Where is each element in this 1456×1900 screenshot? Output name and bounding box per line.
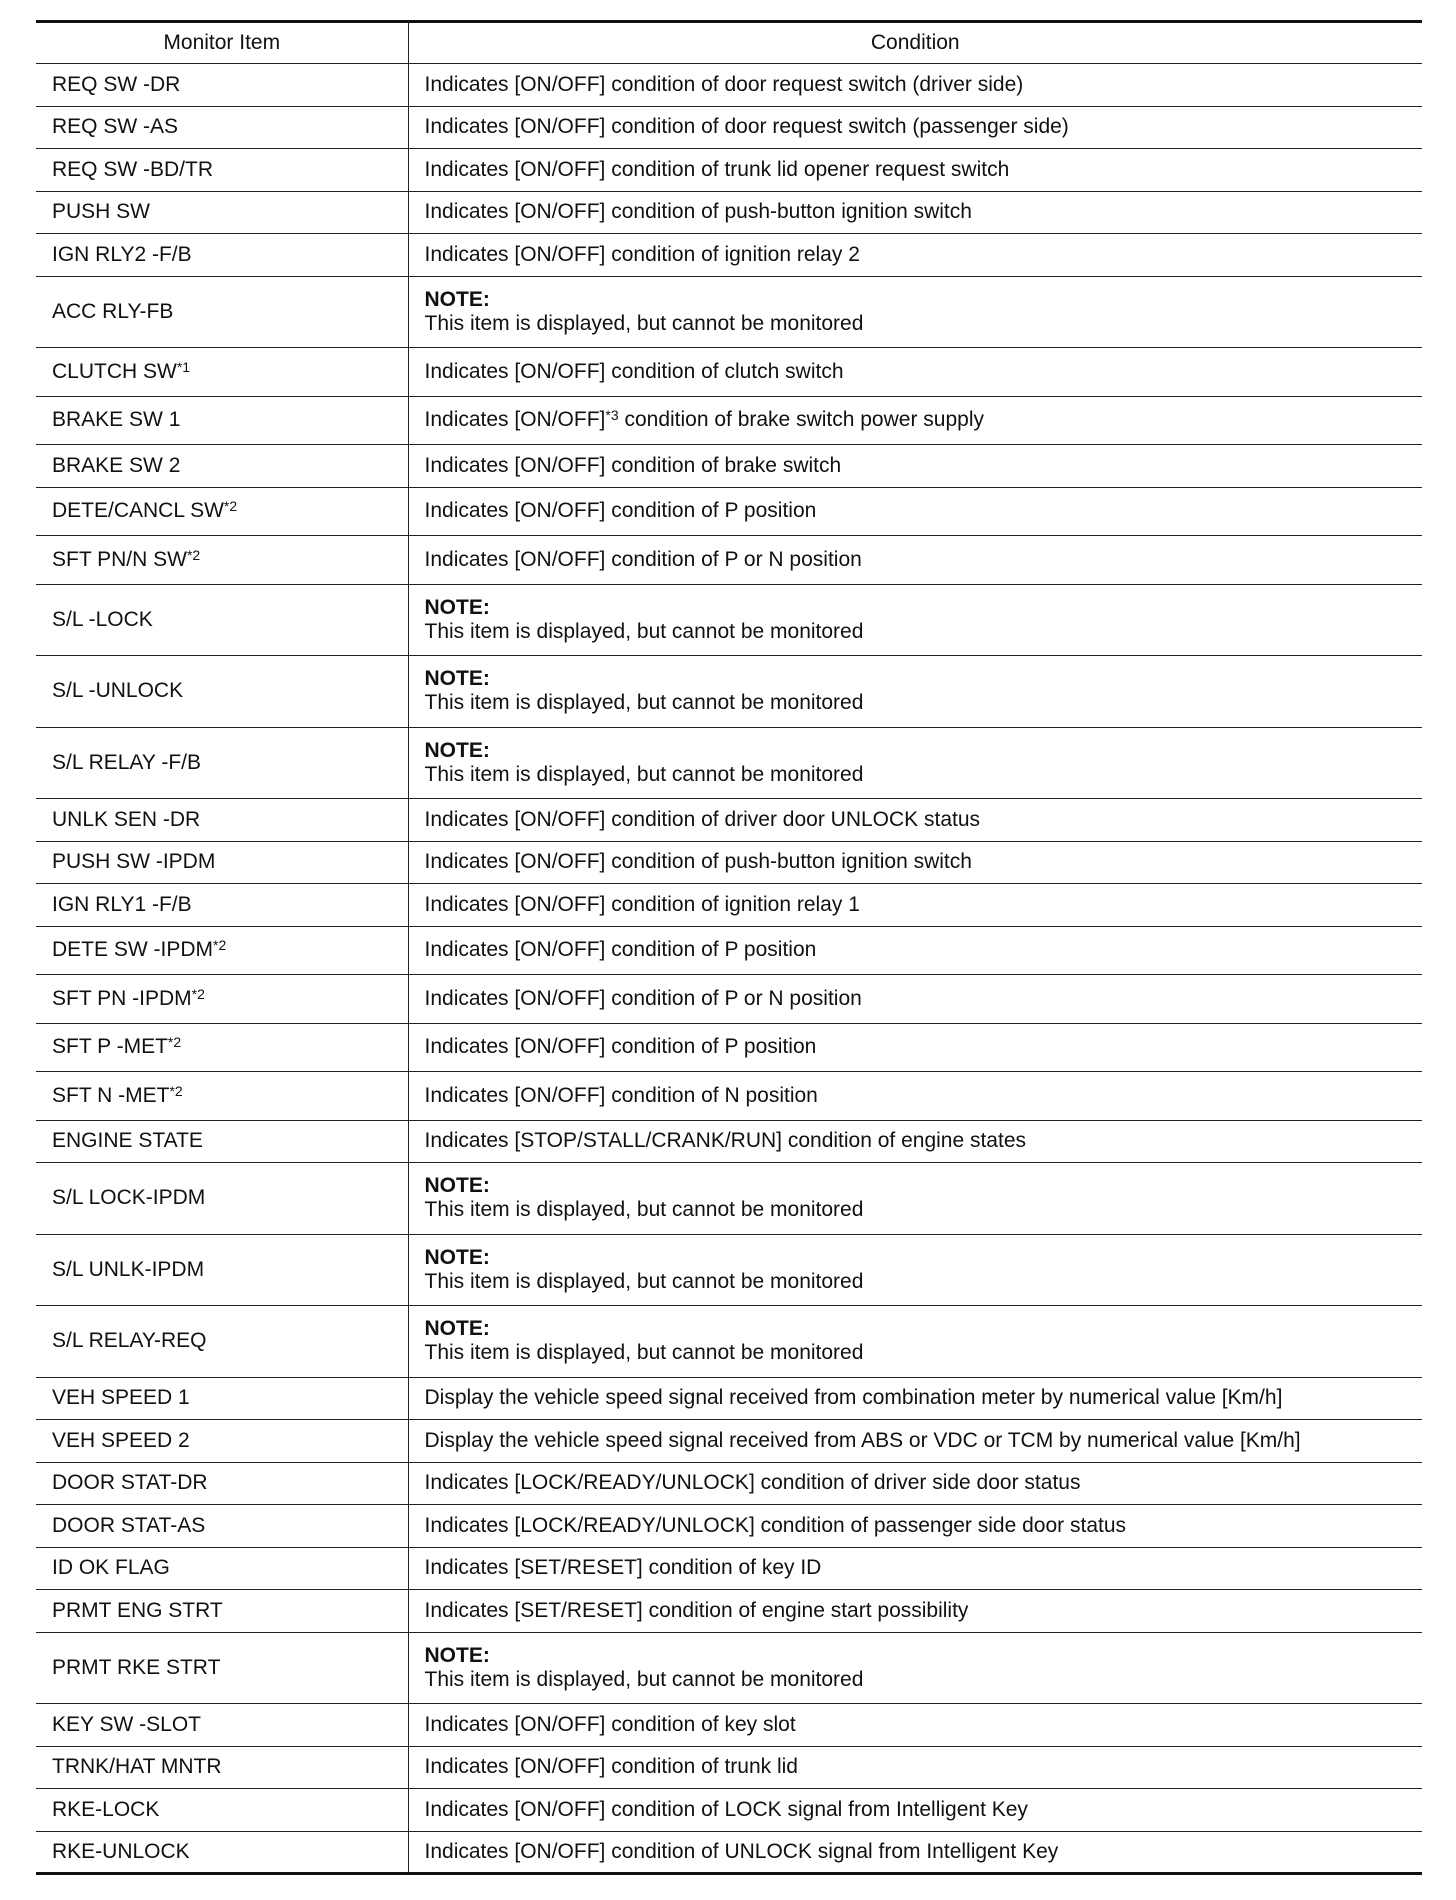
condition-text: Display the vehicle speed signal received from ABS or VDC or TCM by numerical value [Km/h] <box>424 1428 1301 1452</box>
condition-cell <box>408 234 1422 277</box>
monitor-item-cell <box>36 1234 408 1306</box>
condition-cell <box>408 348 1422 397</box>
monitor-item-cell <box>36 656 408 728</box>
monitor-item-name: S/L -LOCK <box>52 607 153 631</box>
monitor-item-table <box>36 20 1422 1875</box>
table-row <box>36 1120 1422 1163</box>
monitor-item-name: PUSH SW <box>52 200 151 224</box>
condition-cell <box>408 1072 1422 1121</box>
condition-text: Indicates [ON/OFF] condition of driver door UNLOCK status <box>424 807 981 831</box>
monitor-item-cell <box>36 1547 408 1590</box>
monitor-item-cell <box>36 1746 408 1789</box>
table-row <box>36 884 1422 927</box>
table-row <box>36 1547 1422 1590</box>
footnote-marker: *2 <box>167 1034 182 1051</box>
condition-text: Indicates [ON/OFF] condition of P position <box>424 499 817 523</box>
monitor-item-cell <box>36 234 408 277</box>
condition-text: Indicates [ON/OFF] condition of P position <box>424 938 817 962</box>
table-row <box>36 799 1422 842</box>
monitor-item-name: S/L UNLK-IPDM <box>52 1257 205 1281</box>
monitor-item-name: DETE SW -IPDM <box>52 938 213 962</box>
monitor-item-cell <box>36 1306 408 1378</box>
condition-text: Indicates [ON/OFF] condition of P or N position <box>424 986 862 1010</box>
monitor-item-name: S/L LOCK-IPDM <box>52 1186 206 1210</box>
table-row <box>36 841 1422 884</box>
note-text: This item is displayed, but cannot be monitored <box>424 1198 864 1222</box>
condition-cell <box>408 884 1422 927</box>
monitor-item-cell <box>36 1590 408 1633</box>
condition-text: Indicates [ON/OFF] condition of UNLOCK signal from Intelligent Key <box>424 1839 1059 1863</box>
condition-text: Indicates [ON/OFF] condition of door request switch (driver side) <box>424 72 1024 96</box>
monitor-item-cell <box>36 841 408 884</box>
footnote-marker: *2 <box>186 546 201 563</box>
condition-cell <box>408 1420 1422 1463</box>
monitor-item-cell <box>36 1462 408 1505</box>
monitor-item-name: ENGINE STATE <box>52 1129 203 1153</box>
monitor-item-name: REQ SW -DR <box>52 72 181 96</box>
monitor-item-name: KEY SW -SLOT <box>52 1712 201 1736</box>
monitor-item-cell <box>36 191 408 234</box>
condition-cell <box>408 1789 1422 1832</box>
monitor-item-cell <box>36 1704 408 1747</box>
condition-cell <box>408 1590 1422 1633</box>
table-row <box>36 234 1422 277</box>
table-row <box>36 1789 1422 1832</box>
condition-text: Indicates [ON/OFF] condition of brake switch <box>424 453 842 477</box>
table-row <box>36 445 1422 488</box>
monitor-item-name: ID OK FLAG <box>52 1556 170 1580</box>
monitor-item-cell <box>36 106 408 149</box>
condition-text: Indicates [ON/OFF] condition of key slot <box>424 1712 796 1736</box>
monitor-item-name: VEH SPEED 2 <box>52 1428 190 1452</box>
condition-cell <box>408 841 1422 884</box>
note-text: This item is displayed, but cannot be monitored <box>424 762 864 786</box>
table-row <box>36 1163 1422 1235</box>
monitor-item-name: PRMT ENG STRT <box>52 1598 223 1622</box>
condition-text: Indicates [ON/OFF] <box>424 408 606 432</box>
table-row <box>36 1072 1422 1121</box>
condition-text: Indicates [LOCK/READY/UNLOCK] condition of passenger side door status <box>424 1513 1127 1537</box>
condition-text: Indicates [ON/OFF] condition of trunk lid opener request switch <box>424 157 1010 181</box>
condition-cell <box>408 1462 1422 1505</box>
table-row <box>36 584 1422 656</box>
condition-cell <box>408 149 1422 192</box>
table-header-row <box>36 22 1422 64</box>
table-row <box>36 1505 1422 1548</box>
monitor-item-name: REQ SW -AS <box>52 115 179 139</box>
monitor-item-cell <box>36 149 408 192</box>
condition-text: Display the vehicle speed signal received from combination meter by numerical value [Km/h] <box>424 1386 1283 1410</box>
table-row <box>36 536 1422 585</box>
monitor-item-name: RKE-LOCK <box>52 1797 160 1821</box>
condition-cell <box>408 1234 1422 1306</box>
condition-cell <box>408 1306 1422 1378</box>
footnote-marker: *2 <box>191 985 205 1002</box>
footnote-marker: *2 <box>213 937 227 954</box>
note-text: This item is displayed, but cannot be monitored <box>424 311 864 335</box>
monitor-item-cell <box>36 975 408 1024</box>
monitor-item-cell <box>36 1420 408 1463</box>
note-label: NOTE: <box>424 1317 490 1341</box>
monitor-item-cell <box>36 1163 408 1235</box>
monitor-item-name: REQ SW -BD/TR <box>52 157 213 181</box>
footnote-marker: *2 <box>169 1082 183 1099</box>
condition-cell <box>408 1505 1422 1548</box>
monitor-item-cell <box>36 884 408 927</box>
condition-text: Indicates [ON/OFF] condition of door request switch (passenger side) <box>424 115 1069 139</box>
condition-text: Indicates [LOCK/READY/UNLOCK] condition of driver side door status <box>424 1471 1081 1495</box>
condition-text: Indicates [ON/OFF] condition of push-button ignition switch <box>424 850 972 874</box>
condition-cell <box>408 1632 1422 1704</box>
condition-text: Indicates [ON/OFF] condition of clutch switch <box>424 359 844 383</box>
condition-cell <box>408 536 1422 585</box>
note-text: This item is displayed, but cannot be monitored <box>424 1667 864 1691</box>
table-row <box>36 1462 1422 1505</box>
table-row <box>36 1746 1422 1789</box>
table-row <box>36 926 1422 975</box>
table-row <box>36 1234 1422 1306</box>
monitor-item-cell <box>36 445 408 488</box>
monitor-item-name: RKE-UNLOCK <box>52 1839 190 1863</box>
monitor-item-name: PRMT RKE STRT <box>52 1655 221 1679</box>
table-row <box>36 1590 1422 1633</box>
monitor-item-name: IGN RLY1 -F/B <box>52 892 192 916</box>
condition-text-rest: condition of brake switch power supply <box>618 408 984 432</box>
monitor-item-name: BRAKE SW 2 <box>52 453 181 477</box>
table-row <box>36 1023 1422 1072</box>
monitor-item-name: PUSH SW -IPDM <box>52 850 216 874</box>
footnote-marker: *2 <box>223 498 238 515</box>
condition-cell <box>408 276 1422 348</box>
monitor-item-cell <box>36 926 408 975</box>
condition-text: Indicates [ON/OFF] condition of ignition relay 1 <box>424 892 860 916</box>
condition-cell <box>408 1704 1422 1747</box>
monitor-item-cell <box>36 487 408 536</box>
monitor-item-name: SFT PN/N SW <box>52 547 187 571</box>
condition-cell <box>408 1377 1422 1420</box>
note-label: NOTE: <box>424 595 490 619</box>
table-row <box>36 1306 1422 1378</box>
monitor-item-cell <box>36 1120 408 1163</box>
table-row <box>36 656 1422 728</box>
condition-text: Indicates [ON/OFF] condition of N position <box>424 1083 818 1107</box>
monitor-item-name: S/L RELAY-REQ <box>52 1329 207 1353</box>
monitor-item-name: DETE/CANCL SW <box>52 499 224 523</box>
table-row <box>36 396 1422 445</box>
monitor-item-name: SFT P -MET <box>52 1035 168 1059</box>
condition-cell <box>408 64 1422 107</box>
condition-cell <box>408 926 1422 975</box>
monitor-item-name: CLUTCH SW <box>52 359 177 383</box>
header-condition: Condition <box>408 22 1422 64</box>
monitor-item-cell <box>36 276 408 348</box>
condition-text: Indicates [SET/RESET] condition of key ID <box>424 1556 822 1580</box>
condition-cell <box>408 1831 1422 1874</box>
note-text: This item is displayed, but cannot be monitored <box>424 691 864 715</box>
monitor-item-cell <box>36 396 408 445</box>
monitor-item-name: S/L RELAY -F/B <box>52 750 201 774</box>
condition-text: Indicates [ON/OFF] condition of trunk lid <box>424 1755 798 1779</box>
monitor-item-cell <box>36 584 408 656</box>
table-row <box>36 1377 1422 1420</box>
table-row <box>36 64 1422 107</box>
header-monitor-item: Monitor Item <box>36 22 408 64</box>
monitor-item-name: DOOR STAT-DR <box>52 1471 208 1495</box>
note-label: NOTE: <box>424 667 490 691</box>
condition-cell <box>408 1163 1422 1235</box>
monitor-item-cell <box>36 1632 408 1704</box>
note-text: This item is displayed, but cannot be monitored <box>424 1341 864 1365</box>
monitor-item-cell <box>36 64 408 107</box>
monitor-item-name: DOOR STAT-AS <box>52 1513 206 1537</box>
monitor-item-name: SFT N -MET <box>52 1083 170 1107</box>
condition-text: Indicates [ON/OFF] condition of ignition relay 2 <box>424 242 860 266</box>
monitor-item-cell <box>36 799 408 842</box>
monitor-item-name: ACC RLY-FB <box>52 299 174 323</box>
note-label: NOTE: <box>424 738 490 762</box>
monitor-item-name: TRNK/HAT MNTR <box>52 1755 222 1779</box>
monitor-item-cell <box>36 1831 408 1874</box>
table-row <box>36 1420 1422 1463</box>
table-row <box>36 487 1422 536</box>
monitor-item-name: VEH SPEED 1 <box>52 1386 190 1410</box>
condition-cell <box>408 975 1422 1024</box>
monitor-item-name: IGN RLY2 -F/B <box>52 242 192 266</box>
table-row <box>36 727 1422 799</box>
condition-cell <box>408 445 1422 488</box>
condition-cell <box>408 1547 1422 1590</box>
condition-cell <box>408 799 1422 842</box>
note-label: NOTE: <box>424 1643 490 1667</box>
monitor-item-name: SFT PN -IPDM <box>52 986 192 1010</box>
monitor-item-cell <box>36 1023 408 1072</box>
note-text: This item is displayed, but cannot be monitored <box>424 1269 864 1293</box>
condition-cell <box>408 584 1422 656</box>
condition-cell <box>408 1120 1422 1163</box>
monitor-item-cell <box>36 1377 408 1420</box>
monitor-item-cell <box>36 1072 408 1121</box>
table-row <box>36 276 1422 348</box>
monitor-item-cell <box>36 536 408 585</box>
condition-cell <box>408 191 1422 234</box>
monitor-item-name: S/L -UNLOCK <box>52 679 184 703</box>
table-row <box>36 149 1422 192</box>
monitor-item-cell <box>36 1789 408 1832</box>
monitor-item-name: BRAKE SW 1 <box>52 408 181 432</box>
condition-cell <box>408 1746 1422 1789</box>
condition-cell <box>408 727 1422 799</box>
note-label: NOTE: <box>424 1174 490 1198</box>
condition-text: Indicates [SET/RESET] condition of engine start possibility <box>424 1598 969 1622</box>
monitor-item-name: UNLK SEN -DR <box>52 807 201 831</box>
condition-text: Indicates [ON/OFF] condition of push-button ignition switch <box>424 200 972 224</box>
monitor-item-cell <box>36 727 408 799</box>
condition-cell <box>408 1023 1422 1072</box>
table-row <box>36 1632 1422 1704</box>
note-label: NOTE: <box>424 287 490 311</box>
note-text: This item is displayed, but cannot be monitored <box>424 619 864 643</box>
table-body <box>36 64 1422 1874</box>
condition-text: Indicates [ON/OFF] condition of P position <box>424 1035 817 1059</box>
table-row <box>36 191 1422 234</box>
note-label: NOTE: <box>424 1245 490 1269</box>
table-row <box>36 106 1422 149</box>
table-row <box>36 1831 1422 1874</box>
condition-cell <box>408 396 1422 445</box>
monitor-item-cell <box>36 348 408 397</box>
condition-cell <box>408 106 1422 149</box>
table-row <box>36 348 1422 397</box>
table-row <box>36 1704 1422 1747</box>
condition-cell <box>408 487 1422 536</box>
footnote-marker: *3 <box>605 407 619 424</box>
condition-text: Indicates [STOP/STALL/CRANK/RUN] condition of engine states <box>424 1129 1027 1153</box>
monitor-item-cell <box>36 1505 408 1548</box>
table-row <box>36 975 1422 1024</box>
condition-cell <box>408 656 1422 728</box>
condition-text: Indicates [ON/OFF] condition of P or N position <box>424 547 862 571</box>
condition-text: Indicates [ON/OFF] condition of LOCK signal from Intelligent Key <box>424 1797 1028 1821</box>
footnote-marker: *1 <box>176 358 191 375</box>
